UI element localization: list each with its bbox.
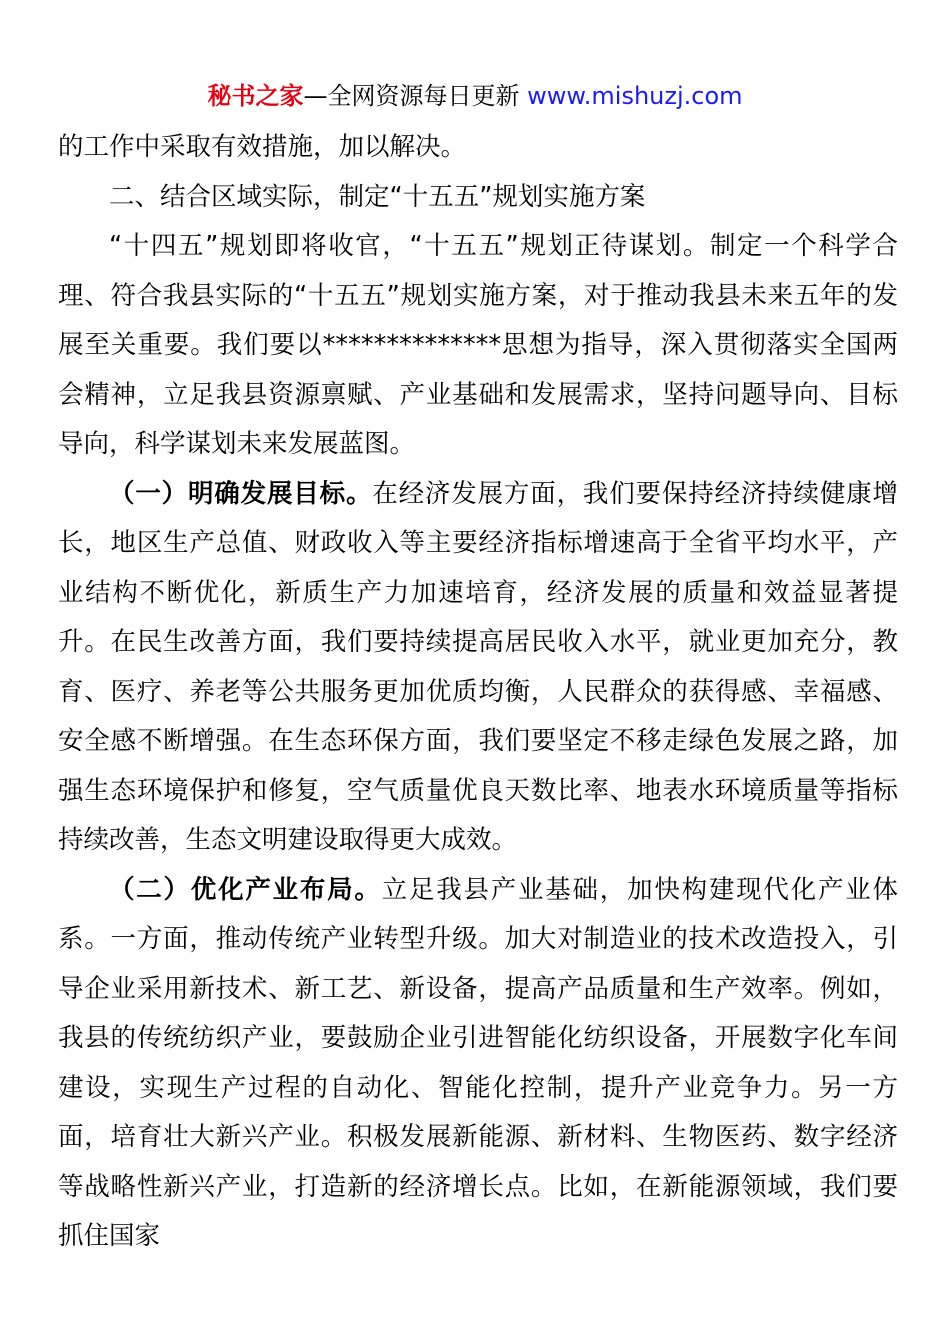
header-tagline: —全网资源每日更新 (303, 82, 528, 110)
page-header (0, 80, 950, 112)
section-heading-text: 二、结合区域实际，制定“十五五”规划实施方案 (109, 181, 646, 212)
section-heading (58, 173, 898, 223)
paragraph-text: “十四五”规划即将收官，“十五五”规划正待谋划。制定一个科学合理、符合我县实际的“十五五”规划实施方案，对于推动我县未来五年的发展至关重要。我们要以**************思想为指导，深入贯彻落实全国两会精神，立足我县资源禀赋、产业基础和发展需求，坚持问题导向、目标导向，科学谋划未来发展蓝图。 (58, 231, 898, 459)
paragraph-goals (58, 470, 898, 866)
paragraph-lead: （二）优化产业布局。 (109, 874, 382, 905)
paragraph-industry (58, 866, 898, 1262)
paragraph-continuation (58, 123, 898, 173)
paragraph-text: 的工作中采取有效措施，加以解决。 (58, 132, 467, 162)
header-url-link[interactable]: www.mishuzj.com (527, 82, 743, 110)
paragraph-intro (58, 222, 898, 470)
document-body (58, 123, 898, 1262)
paragraph-text: 在经济发展方面，我们要保持经济持续健康增长，地区生产总值、财政收入等主要经济指标增速高于全省平均水平，产业结构不断优化，新质生产力加速培育，经济发展的质量和效益显著提升。在民生改善方面，我们要持续提高居民收入水平，就业更加充分，教育、医疗、养老等公共服务更加优质均衡，人民群众的获得感、幸福感、安全感不断增强。在生态环保方面，我们要坚定不移走绿色发展之路，加强生态环境保护和修复，空气质量优良天数比率、地表水环境质量等指标持续改善，生态文明建设取得更大成效。 (58, 478, 898, 855)
header-brand: 秘书之家 (207, 82, 304, 110)
paragraph-text: 立足我县产业基础，加快构建现代化产业体系。一方面，推动传统产业转型升级。加大对制造业的技术改造投入，引导企业采用新技术、新工艺、新设备，提高产品质量和生产效率。例如，我县的传统纺织产业，要鼓励企业引进智能化纺织设备，开展数字化车间建设，实现生产过程的自动化、智能化控制，提升产业竞争力。另一方面，培育壮大新兴产业。积极发展新能源、新材料、生物医药、数字经济等战略性新兴产业，打造新的经济增长点。比如，在新能源领域，我们要抓住国家 (58, 874, 898, 1251)
paragraph-lead: （一）明确发展目标。 (109, 478, 373, 509)
